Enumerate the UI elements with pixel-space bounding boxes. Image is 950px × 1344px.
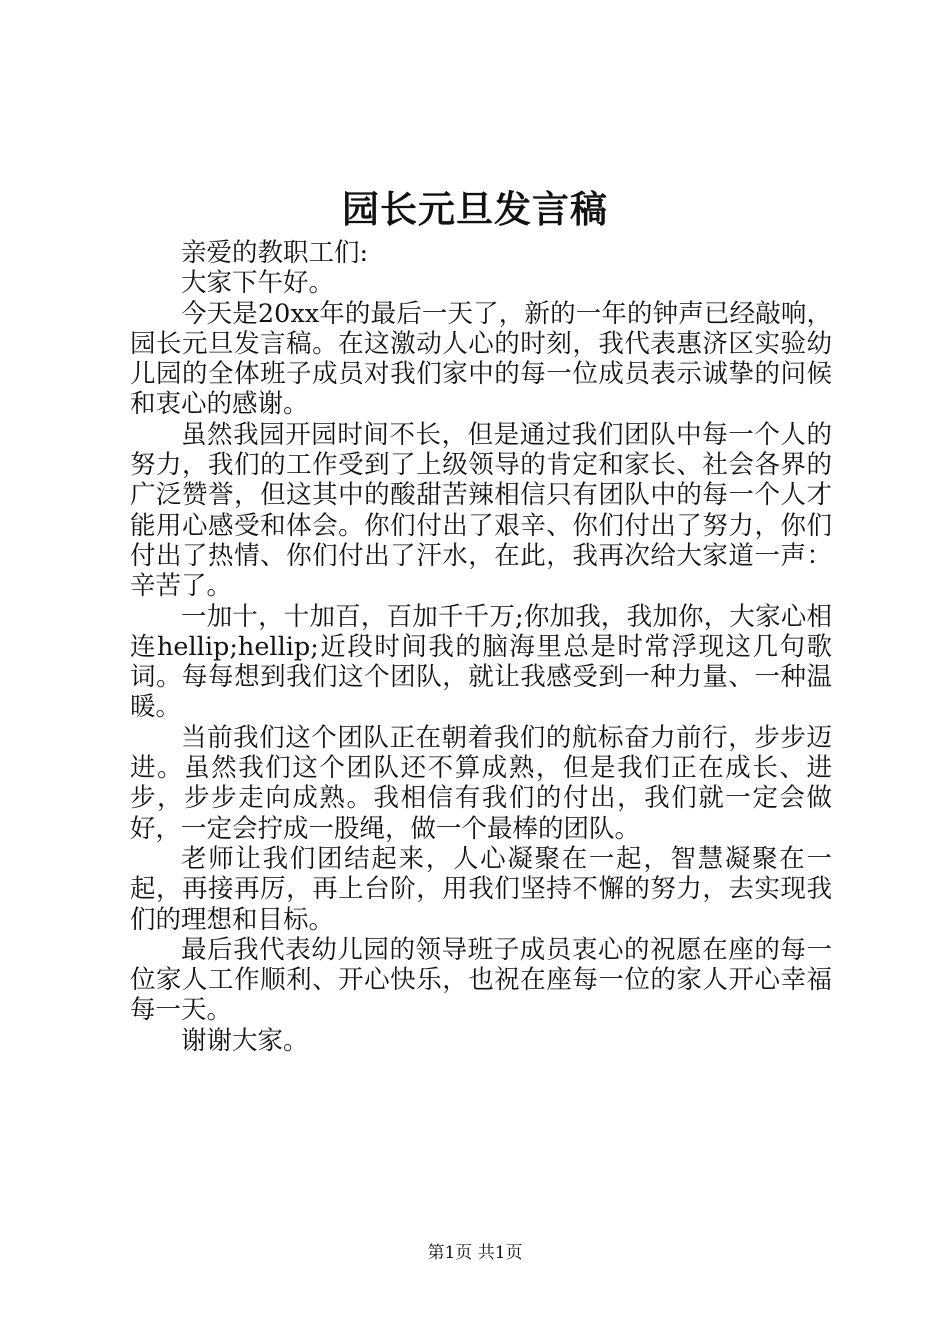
paragraph-salutation: 大家下午好。 (181, 268, 335, 299)
paragraph-thanks: 谢谢大家。 (181, 1025, 309, 1056)
document-body (130, 238, 832, 1056)
paragraph-new-year: 今天是20xx年的最后一天了，新的一年的钟声已经敲响，园长元旦发言稿。在这激动人心的时刻，我代表惠济区实验幼儿园的全体班子成员对我们家中的每一位成员表示诚挚的问候和衷心的感谢。 (130, 298, 832, 420)
page-footer: 第1页 共1页 (427, 1243, 523, 1263)
paragraph-unity: 老师让我们团结起来，人心凝聚在一起，智慧凝聚在一起，再接再厉，再上台阶，用我们坚持不懈的努力，去实现我们的理想和目标。 (130, 843, 832, 935)
paragraph-lyrics: 一加十，十加百，百加千千万;你加我，我加你，大家心相连hellip;hellip;近段时间我的脑海里总是时常浮现这几句歌词。每每想到我们这个团队，就让我感受到一种力量、一种温暖。 (130, 601, 832, 723)
document-title: 园长元旦发言稿 (342, 187, 608, 231)
paragraph-team-effort: 虽然我园开园时间不长，但是通过我们团队中每一个人的努力，我们的工作受到了上级领导的肯定和家长、社会各界的广泛赞誉，但这其中的酸甜苦辣相信只有团队中的每一个人才能用心感受和体会。你们付出了艰辛、你们付出了努力，你们付出了热情、你们付出了汗水，在此，我再次给大家道一声：辛苦了。 (130, 419, 832, 602)
paragraph-wishes: 最后我代表幼儿园的领导班子成员衷心的祝愿在座的每一位家人工作顺利、开心快乐，也祝在座每一位的家人开心幸福每一天。 (130, 934, 832, 1026)
paragraph-greeting: 亲爱的教职工们: (181, 238, 369, 268)
paragraph-progress: 当前我们这个团队正在朝着我们的航标奋力前行，步步迈进。虽然我们这个团队还不算成熟，但是我们正在成长、进步，步步走向成熟。我相信有我们的付出，我们就一定会做好，一定会拧成一股绳，做一个最棒的团队。 (130, 722, 832, 844)
